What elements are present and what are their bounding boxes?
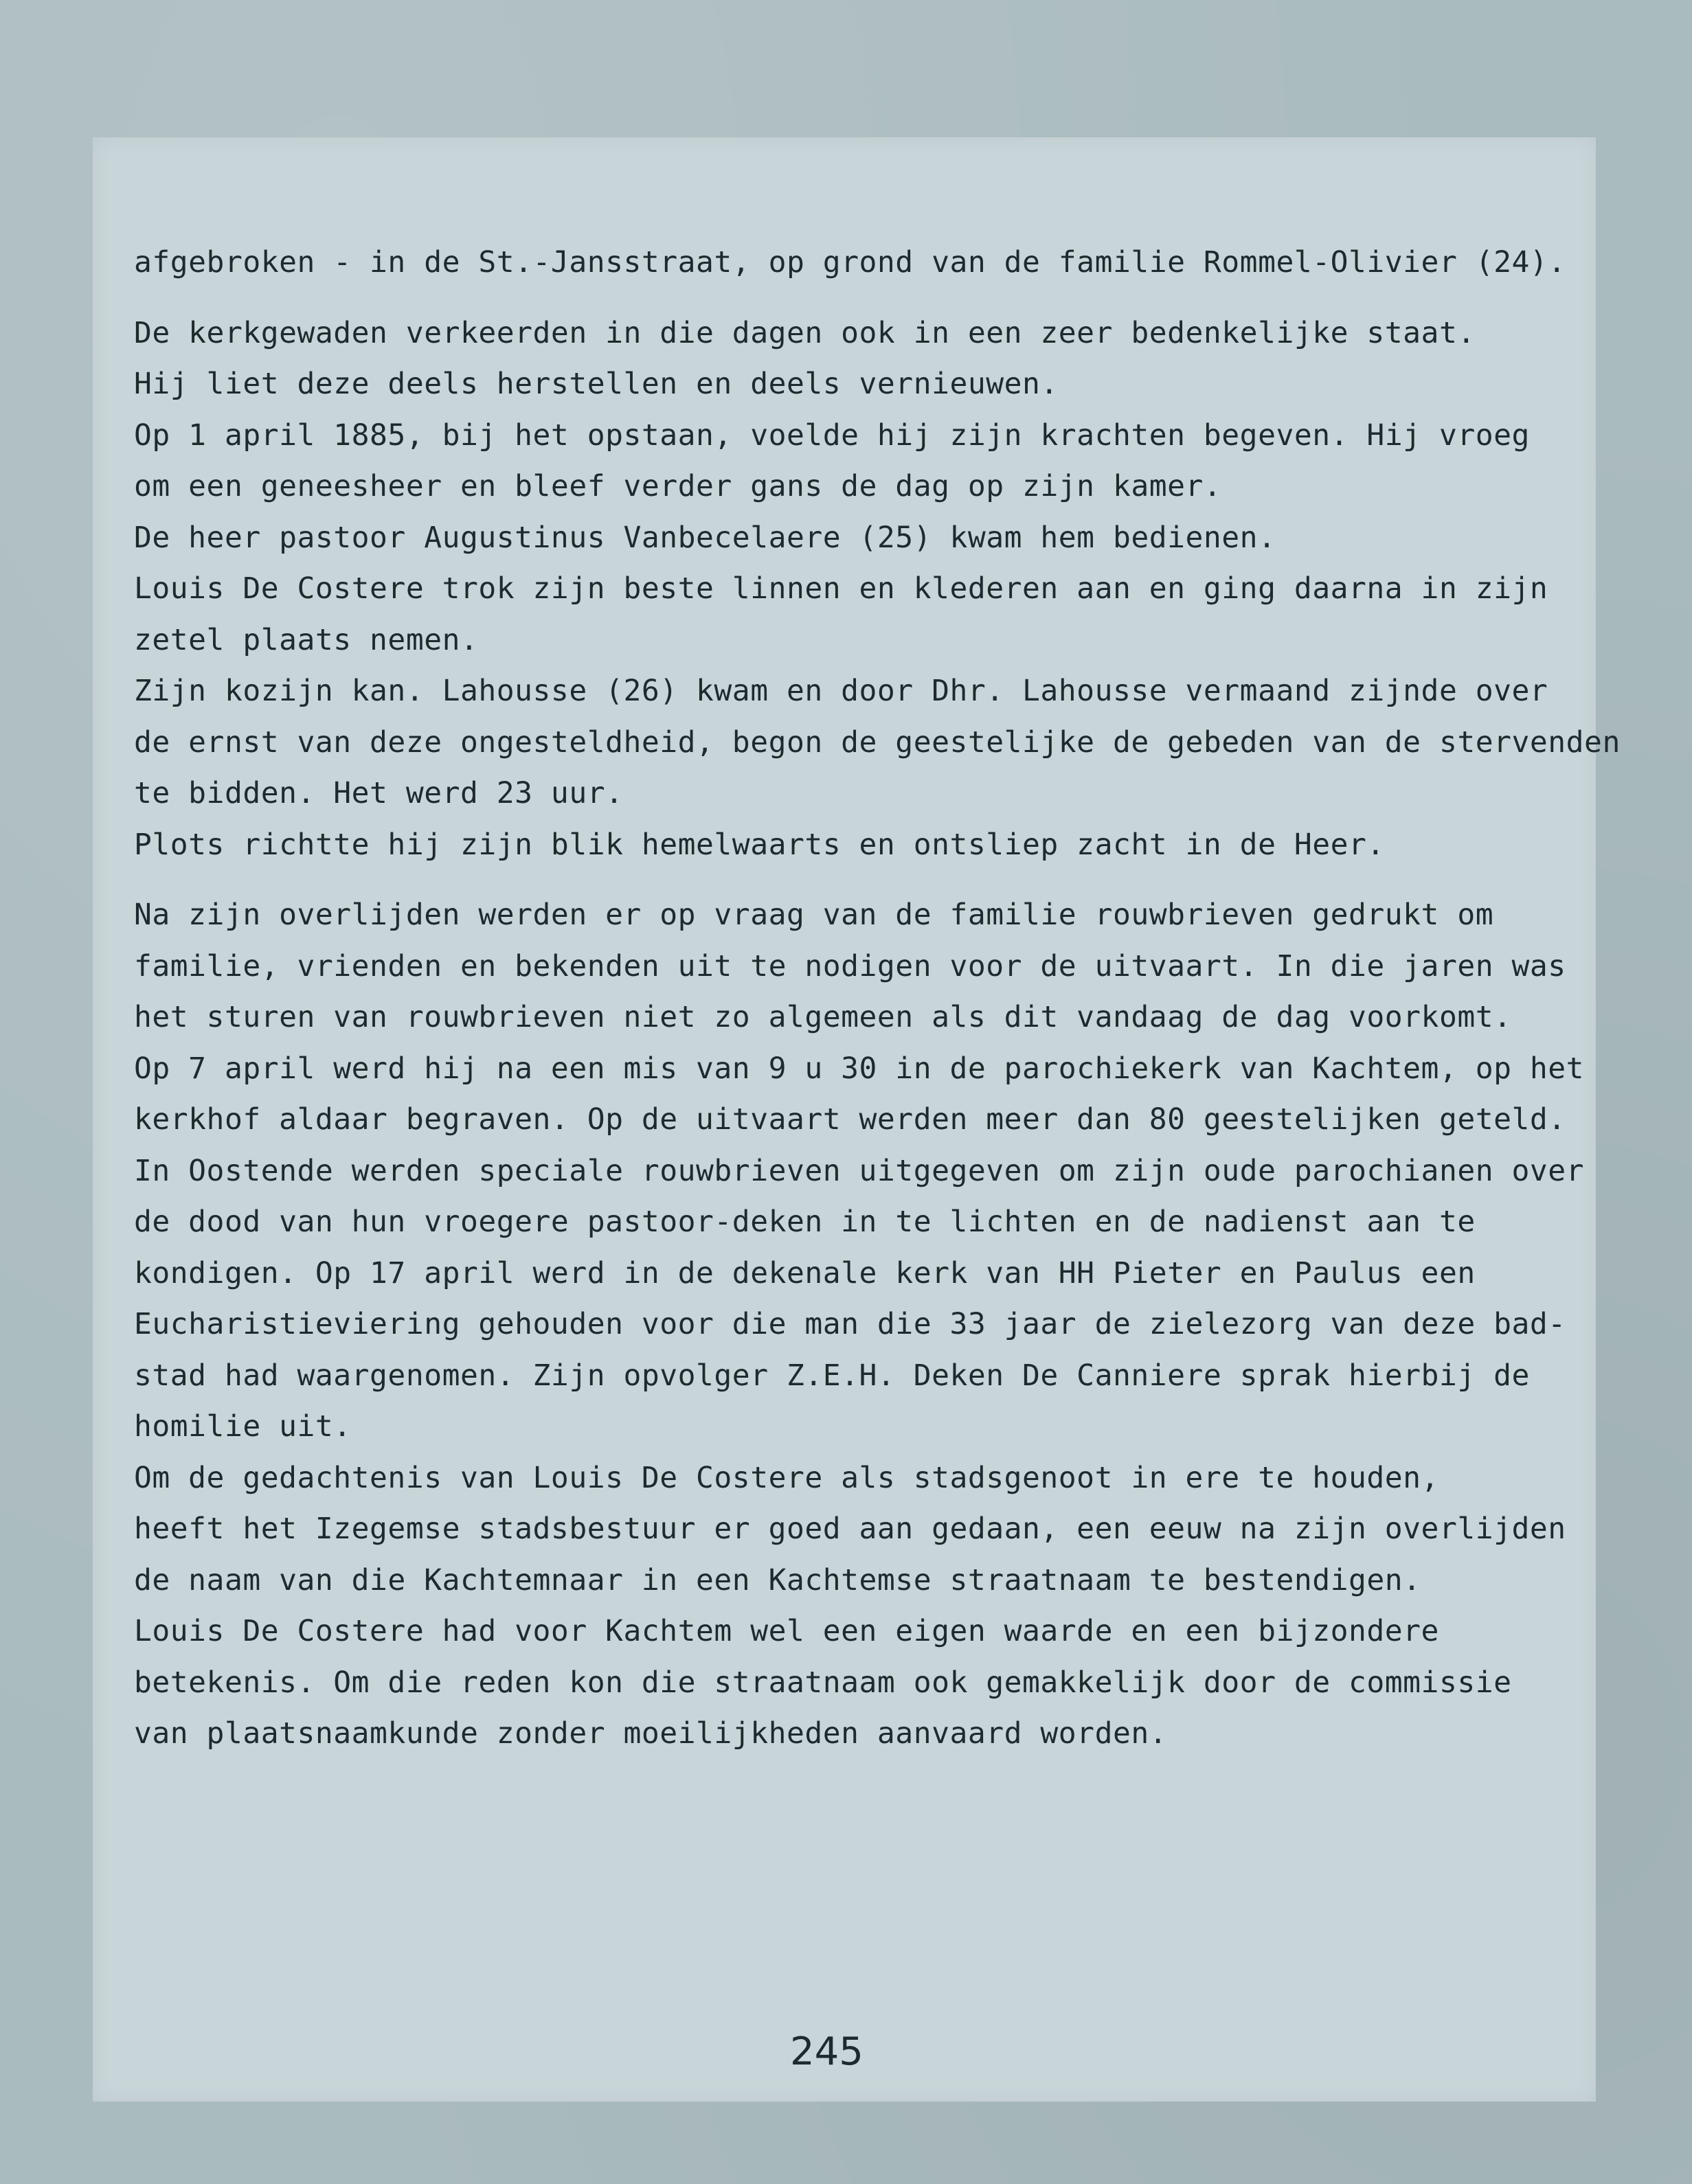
text-line: Op 1 april 1885, bij het opstaan, voelde hij zijn krachten begeven. Hij vroeg [134,418,1530,453]
paragraph-gap [134,288,1563,308]
text-line: Hij liet deze deels herstellen en deels vernieuwen. [134,367,1059,401]
text-line: om een geneesheer en bleef verder gans de dag op zijn kamer. [134,469,1222,503]
text-line: De kerkgewaden verkeerden in die dagen ook in een zeer bedenkelijke staat. [134,315,1476,350]
text-line: Louis De Costere trok zijn beste linnen en klederen aan en ging daarna in zijn [134,571,1548,606]
text-line: te bidden. Het werd 23 uur. [134,776,624,810]
text-line: homilie uit. [134,1409,352,1444]
text-line: De heer pastoor Augustinus Vanbecelaere (25) kwam hem bedienen. [134,520,1276,555]
text-line: Zijn kozijn kan. Lahousse (26) kwam en door Dhr. Lahousse vermaand zijnde over [134,674,1548,708]
text-line: Na zijn overlijden werden er op vraag van de familie rouwbrieven gedrukt om [134,898,1494,932]
text-line: het sturen van rouwbrieven niet zo algemeen als dit vandaag de dag voorkomt. [134,1000,1512,1034]
text-line: familie, vrienden en bekenden uit te nodigen voor de uitvaart. In die jaren was [134,948,1566,983]
text-line: stad had waargenomen. Zijn opvolger Z.E.H. Deken De Canniere sprak hierbij de [134,1358,1530,1393]
text-line: afgebroken - in de St.-Jansstraat, op grond van de familie Rommel-Olivier (24). [134,245,1566,280]
page-number: 245 [790,2029,864,2074]
text-line: kondigen. Op 17 april werd in de dekenale kerk van HH Pieter en Paulus een [134,1255,1476,1290]
paragraph-gap [134,870,1563,889]
text-line: kerkhof aldaar begraven. Op de uitvaart werden meer dan 80 geestelijken geteld. [134,1102,1566,1137]
text-line: Om de gedachtenis van Louis De Costere als stadsgenoot in ere te houden, [134,1460,1439,1495]
text-line: de ernst van deze ongesteldheid, begon de geestelijke de gebeden van de stervenden [134,725,1621,760]
text-line: Plots richtte hij zijn blik hemelwaarts en ontsliep zacht in de Heer. [134,827,1385,862]
text-line: Op 7 april werd hij na een mis van 9 u 30 in de parochiekerk van Kachtem, op het [134,1051,1585,1086]
text-line: heeft het Izegemse stadsbestuur er goed aan gedaan, een eeuw na zijn overlijden [134,1512,1566,1546]
text-line: Eucharistieviering gehouden voor die man die 33 jaar de zielezorg van deze bad- [134,1307,1566,1341]
text-line: van plaatsnaamkunde zonder moeilijkheden aanvaard worden. [134,1716,1168,1751]
document-body [134,237,1621,1760]
text-line: zetel plaats nemen. [134,622,479,657]
text-line: de naam van die Kachtemnaar in een Kachtemse straatnaam te bestendigen. [134,1562,1421,1597]
text-line: Louis De Costere had voor Kachtem wel een eigen waarde en een bijzondere [134,1614,1439,1648]
text-line: In Oostende werden speciale rouwbrieven uitgegeven om zijn oude parochianen over [134,1153,1585,1188]
text-line: betekenis. Om die reden kon die straatnaam ook gemakkelijk door de commissie [134,1665,1512,1700]
text-line: de dood van hun vroegere pastoor-deken in te lichten en de nadienst aan te [134,1205,1476,1239]
